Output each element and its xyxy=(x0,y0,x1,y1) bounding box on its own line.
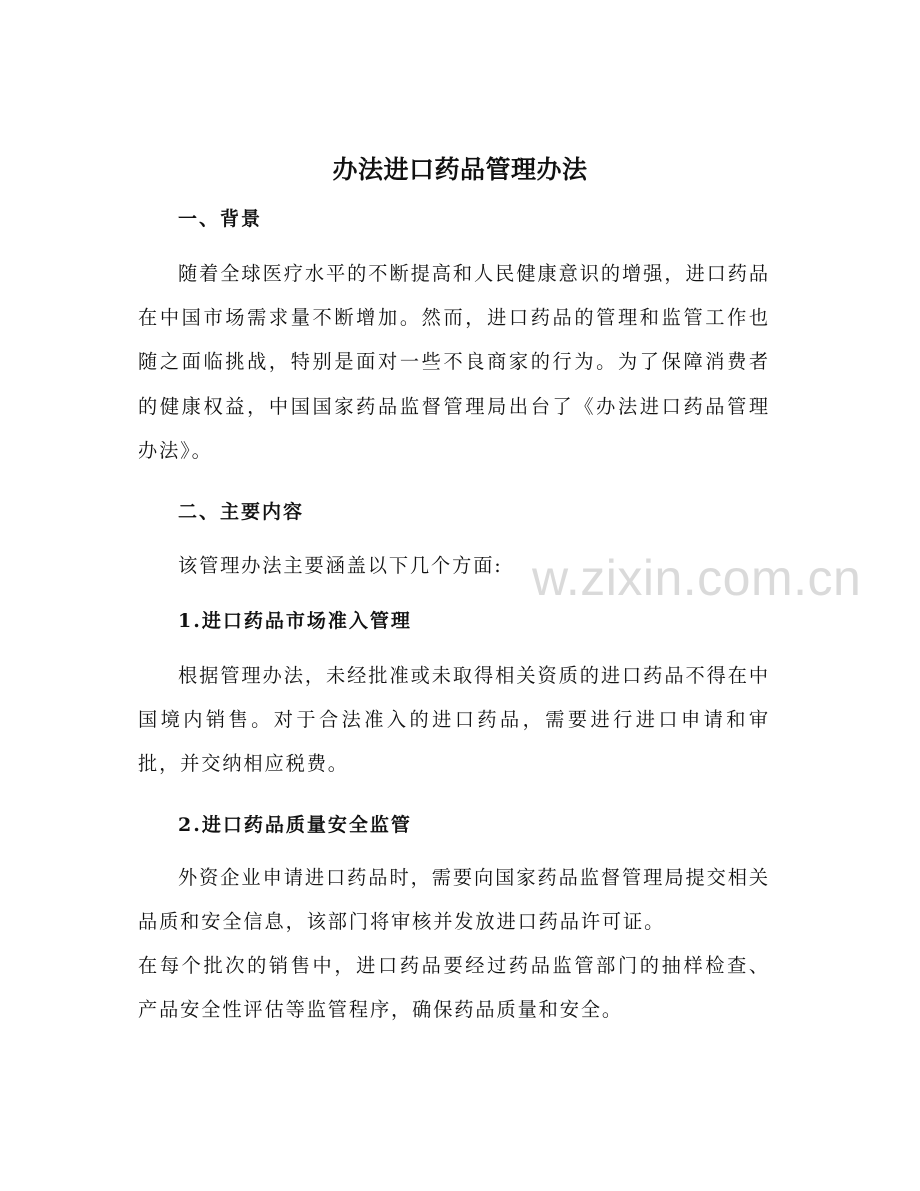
quality-safety-paragraph-2: 在每个批次的销售中，进口药品要经过药品监管部门的抽样检查、产品安全性评估等监管程序，确保药品质量和安全。 xyxy=(138,954,770,1022)
background-paragraph: 随着全球医疗水平的不断提高和人民健康意识的增强，进口药品在中国市场需求量不断增加。然而，进口药品的管理和监管工作也随之面临挑战，特别是面对一些不良商家的行为。为了保障消费者的健康权益，中国国家药品监督管理局出台了《办法进口药品管理办法》。 xyxy=(138,262,770,462)
document-title: 办法进口药品管理办法 xyxy=(332,155,588,184)
market-access-paragraph: 根据管理办法，未经批准或未取得相关资质的进口药品不得在中国境内销售。对于合法准入的进口药品，需要进行进口申请和审批，并交纳相应税费。 xyxy=(138,664,770,776)
watermark: w.zixin.com.cn xyxy=(532,550,862,606)
section-heading-main-content: 二、主要内容 xyxy=(178,501,305,523)
subsection-heading-quality-safety: 2.进口药品质量安全监管 xyxy=(178,814,412,836)
quality-safety-paragraph-1: 外资企业申请进口药品时，需要向国家药品监督管理局提交相关品质和安全信息，该部门将审核并发放进口药品许可证。 xyxy=(138,866,770,934)
main-content-intro-paragraph: 该管理办法主要涵盖以下几个方面: xyxy=(178,554,503,577)
subsection-heading-market-access: 1.进口药品市场准入管理 xyxy=(178,610,412,632)
section-heading-background: 一、背景 xyxy=(178,208,263,230)
